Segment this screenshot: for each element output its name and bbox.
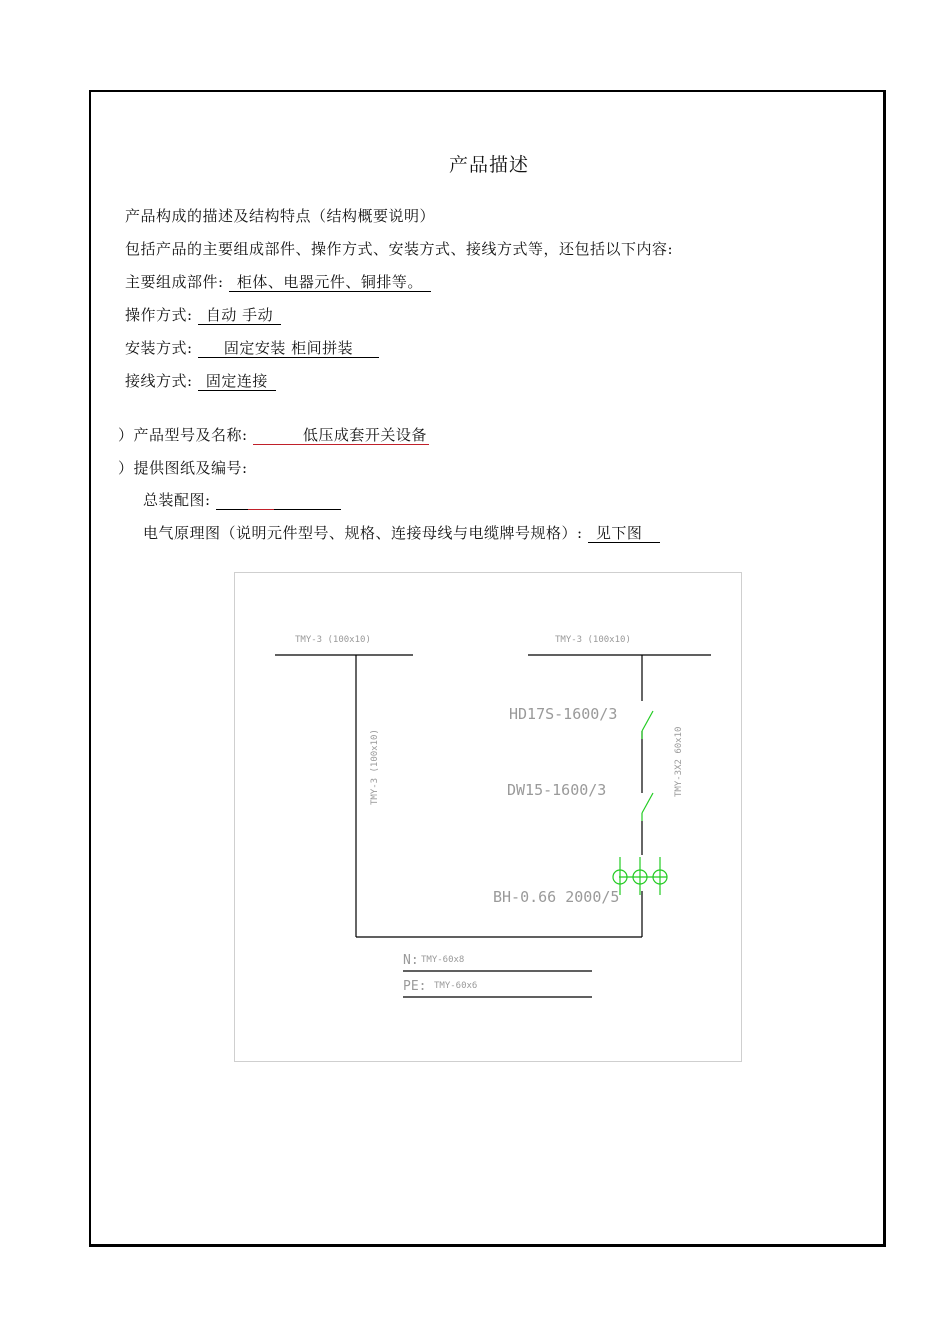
breaker2-switch-icon xyxy=(642,793,653,813)
pe-prefix: PE: xyxy=(403,979,427,994)
wiring-value: 固定连接 xyxy=(198,372,276,391)
operation-value: 自动 手动 xyxy=(198,306,281,325)
assembly-blank xyxy=(216,495,341,510)
breaker2-label: DW15-1600/3 xyxy=(507,781,607,799)
left-busbar-label: TMY-3 (100x10) xyxy=(295,635,371,645)
right-busbar-label: TMY-3 (100x10) xyxy=(555,635,631,645)
right-vertical-label: TMY-3X2 60x10 xyxy=(674,726,684,797)
breaker1-switch-icon xyxy=(642,711,653,731)
model-row xyxy=(118,424,429,445)
install-value: 固定安装 柜间拼装 xyxy=(198,339,379,358)
neutral-label: TMY-60x8 xyxy=(421,955,465,965)
neutral-prefix: N: xyxy=(403,953,419,968)
model-label: ）产品型号及名称: xyxy=(118,426,248,444)
intro-heading: 产品构成的描述及结构特点（结构概要说明） xyxy=(125,207,436,225)
assembly-label: 总装配图: xyxy=(143,491,211,509)
page-title: 产品描述 xyxy=(448,154,529,176)
pe-label: TMY-60x6 xyxy=(434,981,478,991)
operation-row xyxy=(125,304,281,325)
assembly-row xyxy=(143,489,341,510)
operation-label: 操作方式: xyxy=(125,306,193,324)
current-transformer-icon xyxy=(613,857,667,895)
install-row xyxy=(125,337,379,358)
breaker1-label: HD17S-1600/3 xyxy=(509,705,618,723)
schematic-value: 见下图 xyxy=(588,524,661,543)
install-label: 安装方式: xyxy=(125,339,193,357)
model-value: 低压成套开关设备 xyxy=(253,426,429,445)
schematic-drawing xyxy=(235,573,743,1063)
schematic-row xyxy=(143,522,660,543)
components-row xyxy=(125,271,431,292)
drawings-label: ）提供图纸及编号: xyxy=(118,459,248,477)
electrical-schematic xyxy=(234,572,742,1062)
ct-label: BH-0.66 2000/5 xyxy=(493,888,620,906)
left-vertical-label: TMY-3 (100x10) xyxy=(370,729,380,805)
intro-text: 包括产品的主要组成部件、操作方式、安装方式、接线方式等，还包括以下内容: xyxy=(125,240,674,258)
components-label: 主要组成部件: xyxy=(125,273,224,291)
wiring-row xyxy=(125,370,276,391)
components-value: 柜体、电器元件、铜排等。 xyxy=(229,273,431,292)
wiring-label: 接线方式: xyxy=(125,372,193,390)
schematic-label: 电气原理图（说明元件型号、规格、连接母线与电缆牌号规格）: xyxy=(143,524,583,542)
